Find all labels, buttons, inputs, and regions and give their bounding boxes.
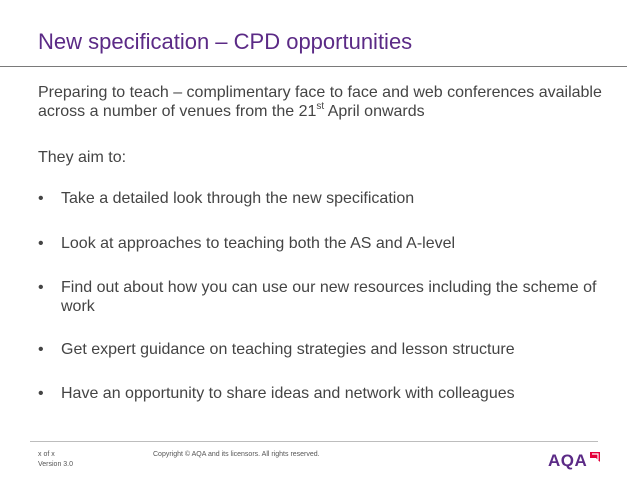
footer-divider [30, 441, 598, 442]
bullet-icon: • [38, 341, 44, 358]
intro-text: Preparing to teach – complimentary face to face and web conferences available across a number of venues from the 21 [38, 84, 602, 120]
logo-text: AQA [548, 451, 588, 470]
list-item-text: Find out about how you can use our new resources including the scheme of work [61, 279, 597, 315]
intro-text-end: April onwards [324, 103, 425, 120]
copyright-notice: Copyright © AQA and its licensors. All rights reserved. [153, 451, 320, 458]
slide-title: New specification – CPD opportunities [38, 29, 413, 54]
title-divider [0, 66, 627, 67]
intro-superscript: st [316, 100, 325, 112]
list-item-text: Take a detailed look through the new specification [61, 190, 415, 207]
bullet-icon: • [38, 385, 44, 402]
aqa-logo-mark-icon [589, 451, 601, 463]
list-item-text: Get expert guidance on teaching strategies and lesson structure [61, 341, 515, 358]
bullet-icon: • [38, 190, 44, 207]
list-item-text: Have an opportunity to share ideas and network with colleagues [61, 385, 515, 402]
version-label: Version 3.0 [38, 461, 74, 468]
bullet-icon: • [38, 279, 44, 296]
page-number: x of x [38, 451, 55, 458]
aim-heading: They aim to: [38, 149, 127, 166]
bullet-icon: • [38, 235, 44, 252]
intro-paragraph [38, 83, 608, 121]
list-item-text: Look at approaches to teaching both the AS and A-level [61, 235, 456, 252]
